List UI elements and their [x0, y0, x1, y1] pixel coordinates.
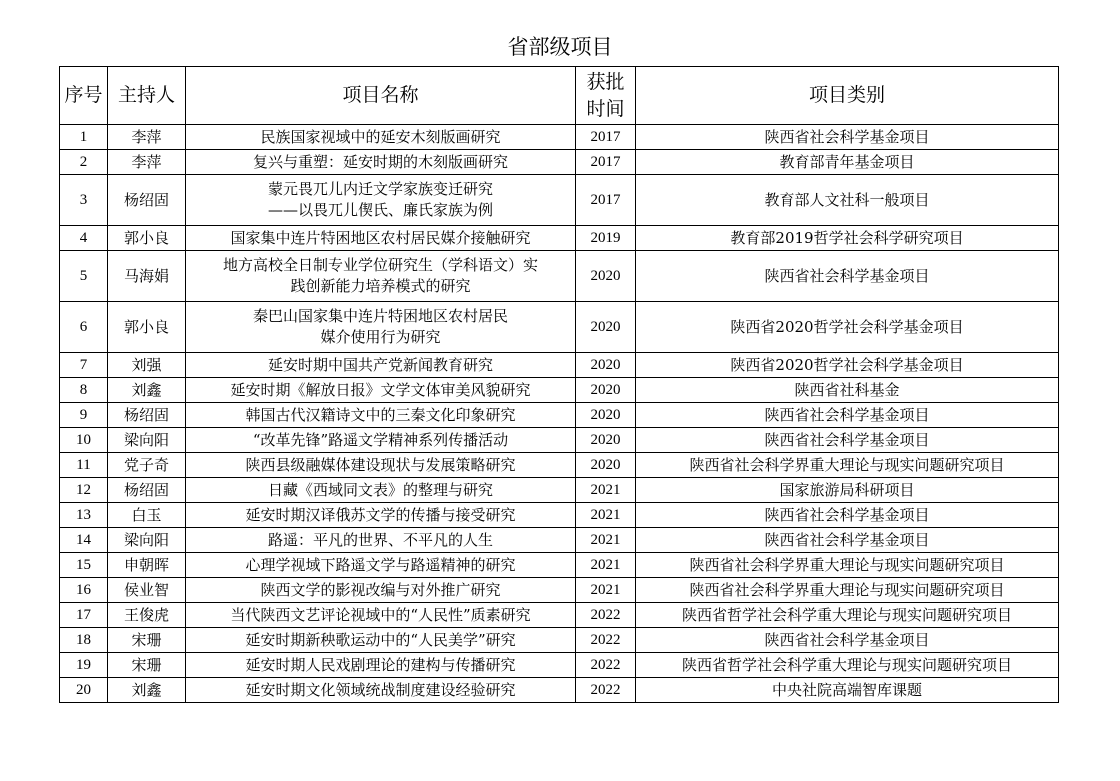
project-name-line: 蒙元畏兀儿内迁文学家族变迁研究: [267, 180, 493, 198]
cell-year: 2017: [576, 150, 636, 175]
cell-seq: 10: [60, 428, 108, 453]
cell-seq: 17: [60, 603, 108, 628]
project-name-line: 延安时期《解放日报》文学文体审美风貌研究: [230, 380, 531, 399]
cell-seq: 1: [60, 125, 108, 150]
cell-category: 国家旅游局科研项目: [636, 478, 1059, 503]
project-name-line: 陕西县级融媒体建设现状与发展策略研究: [245, 455, 516, 474]
project-name-line: 延安时期中国共产党新闻教育研究: [267, 355, 493, 374]
project-name-line: 延安时期文化领域统战制度建设经验研究: [245, 680, 516, 699]
cell-project-name: [186, 553, 576, 578]
cell-seq: 20: [60, 678, 108, 703]
cell-category: 陕西省社会科学基金项目: [636, 251, 1059, 302]
cell-category: 陕西省社会科学基金项目: [636, 125, 1059, 150]
cell-category: 陕西省社科基金: [636, 378, 1059, 403]
cell-project-name: [186, 226, 576, 251]
cell-year: 2022: [576, 628, 636, 653]
project-name-line: 心理学视域下路遥文学与路遥精神的研究: [245, 555, 516, 574]
cell-category: 教育部人文社科一般项目: [636, 175, 1059, 226]
cell-project-name: [186, 125, 576, 150]
project-name-line: 国家集中连片特困地区农村居民媒介接触研究: [230, 228, 531, 247]
cell-year: 2021: [576, 578, 636, 603]
project-name-line: 民族国家视域中的延安木刻版画研究: [260, 127, 501, 146]
cell-host: 侯业智: [108, 578, 186, 603]
cell-seq: 3: [60, 175, 108, 226]
cell-category: 教育部青年基金项目: [636, 150, 1059, 175]
cell-project-name: [186, 678, 576, 703]
cell-host: 郭小良: [108, 226, 186, 251]
project-name-line: “改革先锋”路遥文学精神系列传播活动: [252, 430, 509, 449]
cell-project-name: [186, 628, 576, 653]
cell-project-name: [186, 353, 576, 378]
table-row: [60, 528, 1059, 553]
cell-seq: 15: [60, 553, 108, 578]
cell-seq: 4: [60, 226, 108, 251]
header-approval-time-line1: 获批: [586, 70, 625, 93]
cell-year: 2021: [576, 478, 636, 503]
table-row: [60, 150, 1059, 175]
cell-year: 2022: [576, 603, 636, 628]
project-name-line: 地方高校全日制专业学位研究生（学科语文）实: [222, 256, 538, 274]
cell-seq: 8: [60, 378, 108, 403]
cell-project-name: [186, 603, 576, 628]
header-seq: 序号: [60, 67, 108, 125]
cell-host: 杨绍固: [108, 175, 186, 226]
table-row: [60, 578, 1059, 603]
cell-seq: 7: [60, 353, 108, 378]
table-row: [60, 226, 1059, 251]
table-row: [60, 503, 1059, 528]
table-row: [60, 353, 1059, 378]
cell-host: 宋珊: [108, 653, 186, 678]
cell-project-name: [186, 378, 576, 403]
cell-seq: 5: [60, 251, 108, 302]
cell-host: 刘鑫: [108, 678, 186, 703]
cell-host: 宋珊: [108, 628, 186, 653]
cell-year: 2022: [576, 678, 636, 703]
cell-year: 2017: [576, 125, 636, 150]
cell-host: 梁向阳: [108, 428, 186, 453]
table-row: [60, 125, 1059, 150]
page-title: 省部级项目: [507, 35, 613, 59]
cell-category: 陕西省哲学社会科学重大理论与现实问题研究项目: [636, 653, 1059, 678]
cell-host: 杨绍固: [108, 403, 186, 428]
cell-year: 2021: [576, 503, 636, 528]
cell-category: 陕西省社会科学基金项目: [636, 403, 1059, 428]
table-row: [60, 453, 1059, 478]
header-approval-time: [576, 67, 636, 125]
table-body: [60, 125, 1059, 703]
project-name-line: 复兴与重塑：延安时期的木刻版画研究: [252, 152, 508, 171]
project-name-line: 陕西文学的影视改编与对外推广研究: [260, 580, 501, 599]
cell-year: 2022: [576, 653, 636, 678]
cell-seq: 9: [60, 403, 108, 428]
header-row: [60, 67, 1059, 125]
cell-project-name: [186, 428, 576, 453]
cell-category: 陕西省哲学社会科学重大理论与现实问题研究项目: [636, 603, 1059, 628]
cell-year: 2021: [576, 553, 636, 578]
cell-host: 李萍: [108, 150, 186, 175]
cell-project-name: [186, 503, 576, 528]
project-name-line: 延安时期汉译俄苏文学的传播与接受研究: [245, 505, 516, 524]
table-row: [60, 603, 1059, 628]
cell-seq: 13: [60, 503, 108, 528]
cell-seq: 19: [60, 653, 108, 678]
cell-seq: 18: [60, 628, 108, 653]
project-name-line: 韩国古代汉籍诗文中的三秦文化印象研究: [245, 405, 516, 424]
project-name-line: 媒介使用行为研究: [320, 328, 441, 346]
cell-category: 陕西省社会科学基金项目: [636, 428, 1059, 453]
cell-host: 王俊虎: [108, 603, 186, 628]
cell-host: 白玉: [108, 503, 186, 528]
cell-year: 2021: [576, 528, 636, 553]
header-host: 主持人: [108, 67, 186, 125]
cell-host: 李萍: [108, 125, 186, 150]
cell-project-name: [186, 403, 576, 428]
cell-host: 申朝晖: [108, 553, 186, 578]
cell-seq: 14: [60, 528, 108, 553]
cell-host: 刘鑫: [108, 378, 186, 403]
table-row: [60, 251, 1059, 302]
project-name-line: 延安时期人民戏剧理论的建构与传播研究: [245, 655, 516, 674]
cell-year: 2017: [576, 175, 636, 226]
cell-project-name: [186, 175, 576, 226]
table-row: [60, 478, 1059, 503]
cell-category: 陕西省社会科学界重大理论与现实问题研究项目: [636, 453, 1059, 478]
cell-project-name: [186, 653, 576, 678]
project-name-line: 日藏《西域同文表》的整理与研究: [267, 480, 493, 499]
table-row: [60, 175, 1059, 226]
cell-year: 2020: [576, 428, 636, 453]
project-name-line: 践创新能力培养模式的研究: [290, 277, 471, 295]
cell-seq: 11: [60, 453, 108, 478]
cell-category: 陕西省社会科学界重大理论与现实问题研究项目: [636, 553, 1059, 578]
cell-year: 2020: [576, 378, 636, 403]
cell-year: 2020: [576, 403, 636, 428]
cell-category: 陕西省社会科学界重大理论与现实问题研究项目: [636, 578, 1059, 603]
header-approval-time-line2: 时间: [586, 97, 625, 120]
cell-project-name: [186, 150, 576, 175]
projects-table: [59, 66, 1059, 703]
cell-project-name: [186, 453, 576, 478]
cell-seq: 12: [60, 478, 108, 503]
cell-category: 陕西省社会科学基金项目: [636, 628, 1059, 653]
project-name-line: 延安时期新秧歌运动中的“人民美学”研究: [245, 630, 516, 649]
cell-year: 2019: [576, 226, 636, 251]
cell-host: 刘强: [108, 353, 186, 378]
header-project-name: 项目名称: [186, 67, 576, 125]
cell-host: 梁向阳: [108, 528, 186, 553]
cell-host: 郭小良: [108, 302, 186, 353]
project-name-line: 路遥：平凡的世界、不平凡的人生: [267, 530, 493, 549]
cell-category: 陕西省社会科学基金项目: [636, 528, 1059, 553]
cell-project-name: [186, 302, 576, 353]
cell-year: 2020: [576, 453, 636, 478]
project-name-line: 当代陕西文艺评论视域中的“人民性”质素研究: [230, 605, 531, 624]
cell-seq: 6: [60, 302, 108, 353]
table-row: [60, 302, 1059, 353]
project-name-line: ——以畏兀儿偰氏、廉氏家族为例: [267, 201, 493, 219]
cell-host: 党子奇: [108, 453, 186, 478]
table-row: [60, 428, 1059, 453]
cell-seq: 2: [60, 150, 108, 175]
table-row: [60, 653, 1059, 678]
cell-category: 陕西省社会科学基金项目: [636, 503, 1059, 528]
table-row: [60, 378, 1059, 403]
cell-project-name: [186, 251, 576, 302]
cell-category: 陕西省2020哲学社会科学基金项目: [636, 302, 1059, 353]
header-category: 项目类别: [636, 67, 1059, 125]
table-row: [60, 403, 1059, 428]
cell-seq: 16: [60, 578, 108, 603]
cell-project-name: [186, 478, 576, 503]
cell-project-name: [186, 528, 576, 553]
cell-category: 陕西省2020哲学社会科学基金项目: [636, 353, 1059, 378]
cell-category: 中央社院高端智库课题: [636, 678, 1059, 703]
cell-year: 2020: [576, 251, 636, 302]
project-name-line: 秦巴山国家集中连片特困地区农村居民: [252, 307, 508, 325]
cell-year: 2020: [576, 302, 636, 353]
cell-project-name: [186, 578, 576, 603]
table-row: [60, 553, 1059, 578]
cell-host: 杨绍固: [108, 478, 186, 503]
cell-host: 马海娟: [108, 251, 186, 302]
table-row: [60, 628, 1059, 653]
table-row: [60, 678, 1059, 703]
cell-category: 教育部2019哲学社会科学研究项目: [636, 226, 1059, 251]
cell-year: 2020: [576, 353, 636, 378]
